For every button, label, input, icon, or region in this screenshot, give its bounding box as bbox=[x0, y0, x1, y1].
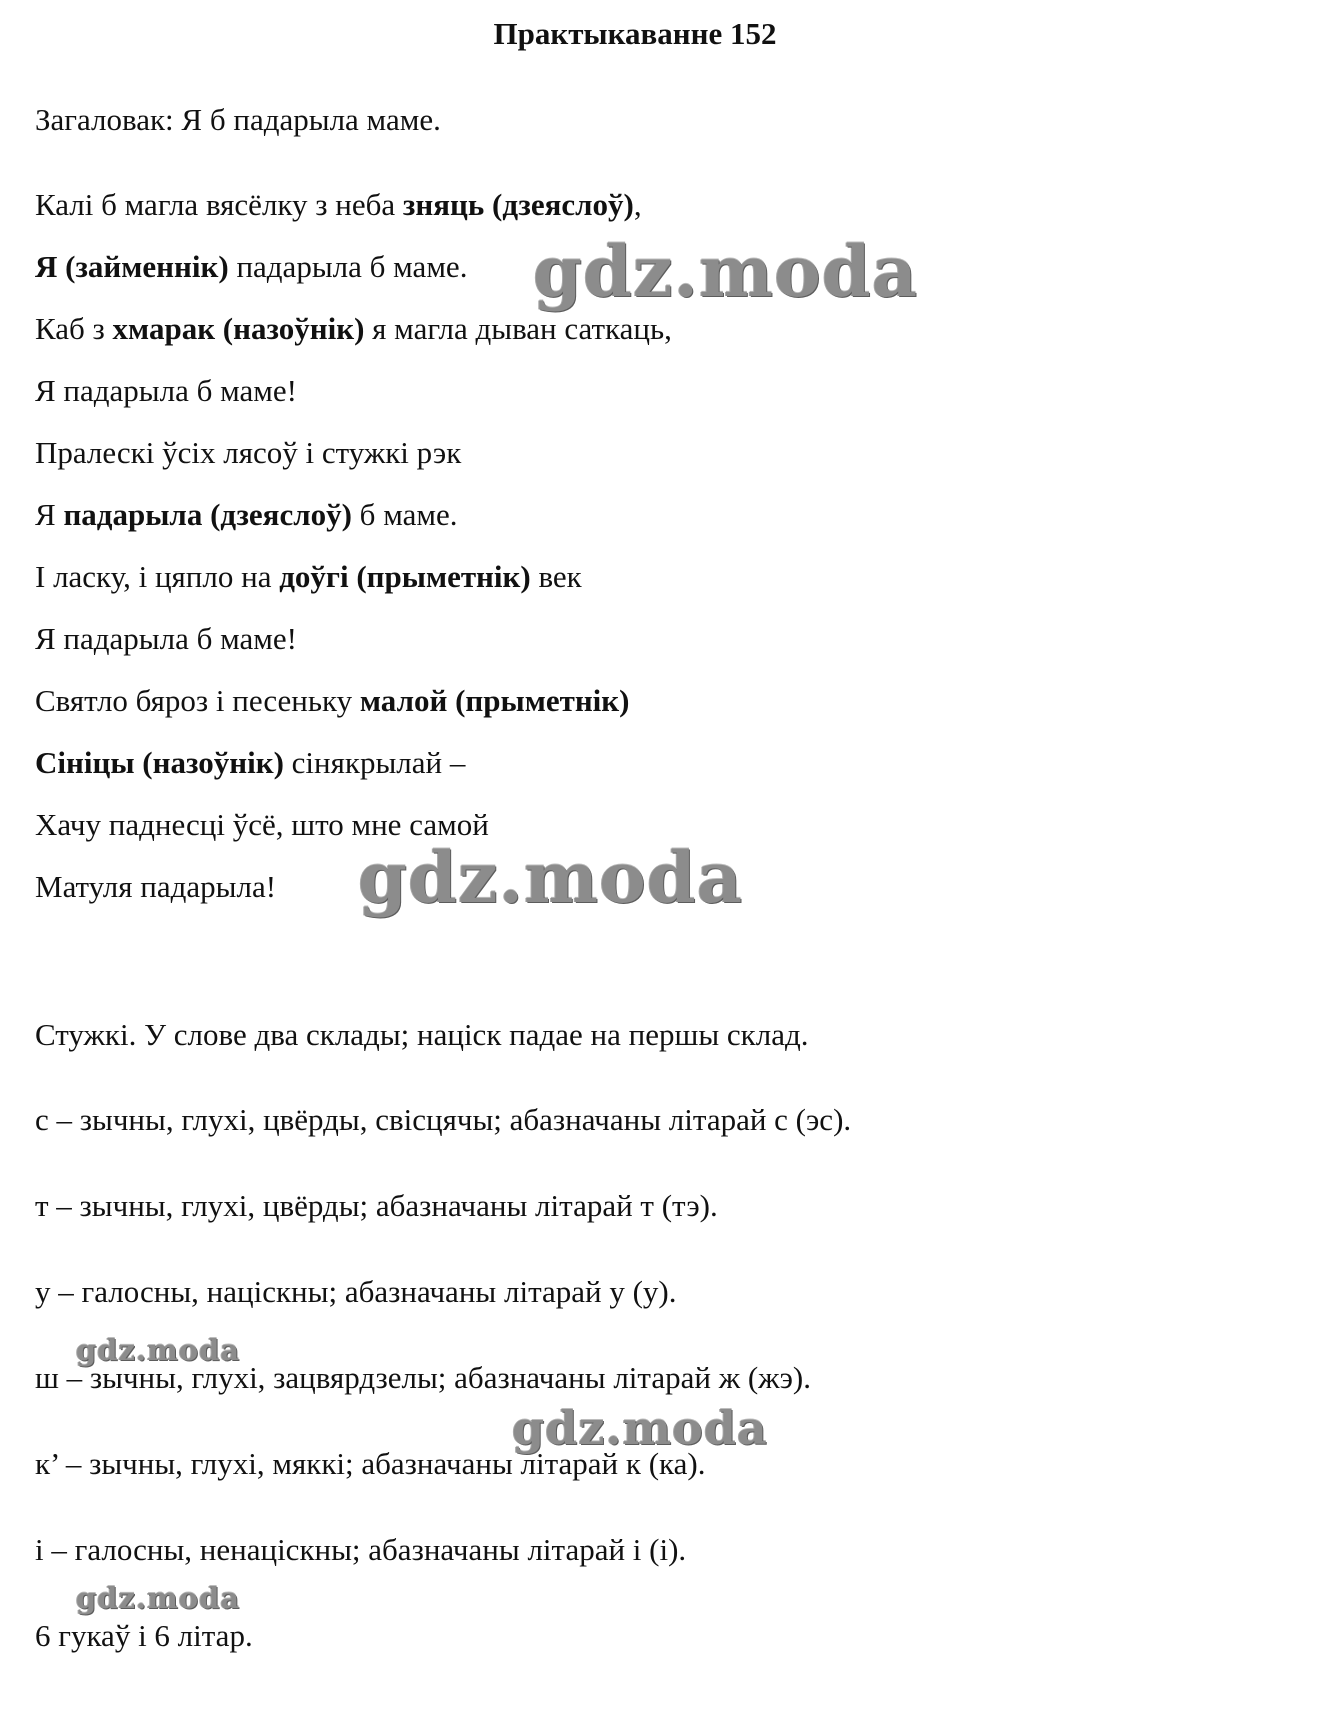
analysis-line: і – галосны, ненаціскны; абазначаны літарай і (і). bbox=[35, 1532, 687, 1567]
poem-text: Я падарыла б маме! bbox=[35, 621, 298, 656]
poem-line bbox=[35, 865, 276, 909]
poem-text: падарыла б маме. bbox=[228, 249, 468, 284]
watermark: gdz.moda bbox=[76, 1333, 241, 1367]
poem-line bbox=[35, 803, 489, 847]
poem-text: Святло бяроз і песеньку bbox=[35, 683, 360, 718]
analysis-line: у – галосны, націскны; абазначаны літарай у (у). bbox=[35, 1274, 677, 1309]
poem-text: Пралескі ўсіх лясоў і стужкі рэк bbox=[35, 435, 462, 470]
annotated-word: Я (займеннік) bbox=[35, 249, 229, 284]
annotated-word: малой (прыметнік) bbox=[359, 683, 630, 718]
poem-line bbox=[35, 431, 461, 475]
poem-text: б маме. bbox=[351, 497, 458, 532]
poem-text: Калі б магла вясёлку з неба bbox=[35, 187, 403, 222]
poem-line bbox=[35, 183, 642, 227]
annotated-word: зняць (дзеяслоў) bbox=[402, 187, 634, 222]
poem-text: я магла дыван саткаць, bbox=[364, 311, 672, 346]
analysis-line: ш – зычны, глухі, зацвярдзелы; абазначаны літарай ж (жэ). bbox=[35, 1360, 811, 1395]
poem-line bbox=[35, 555, 582, 599]
poem-text: Я падарыла б маме! bbox=[35, 373, 298, 408]
annotated-word: падарыла (дзеяслоў) bbox=[63, 497, 352, 532]
poem-text: Хачу паднесці ўсё, што мне самой bbox=[35, 807, 489, 842]
poem-line bbox=[35, 741, 465, 785]
analysis-line: 6 гукаў і 6 літар. bbox=[35, 1618, 253, 1653]
poem-line bbox=[35, 493, 458, 537]
analysis-line: Стужкі. У слове два склады; націск падае на першы склад. bbox=[35, 1017, 809, 1052]
annotated-word: Сініцы (назоўнік) bbox=[35, 745, 284, 780]
watermark: gdz.moda bbox=[76, 1581, 241, 1615]
annotated-word: доўгі (прыметнік) bbox=[279, 559, 531, 594]
poem-line bbox=[35, 679, 629, 723]
analysis-line: с – зычны, глухі, цвёрды, свісцячы; абазначаны літарай с (эс). bbox=[35, 1102, 852, 1137]
poem-line bbox=[35, 369, 297, 413]
watermark: gdz.moda bbox=[358, 836, 744, 919]
poem-text: Матуля падарыла! bbox=[35, 869, 277, 904]
poem-line bbox=[35, 245, 467, 289]
watermark: gdz.moda bbox=[512, 1401, 768, 1455]
analysis-line: к’ – зычны, глухі, мяккі; абазначаны літарай к (ка). bbox=[35, 1446, 706, 1481]
poem-text: Я bbox=[35, 497, 64, 532]
poem-line bbox=[35, 307, 672, 351]
poem-text: век bbox=[530, 559, 582, 594]
analysis-line: т – зычны, глухі, цвёрды; абазначаны літарай т (тэ). bbox=[35, 1188, 718, 1223]
poem-text: Каб з bbox=[35, 311, 113, 346]
heading-line: Загаловак: Я б падарыла маме. bbox=[35, 102, 441, 137]
annotated-word: хмарак (назоўнік) bbox=[112, 311, 365, 346]
poem-line bbox=[35, 617, 297, 661]
poem-text: сінякрылай – bbox=[283, 745, 466, 780]
page-title: Практыкаванне 152 bbox=[493, 16, 777, 51]
poem-text: І ласку, і цяпло на bbox=[35, 559, 280, 594]
watermark: gdz.moda bbox=[533, 230, 919, 313]
poem-text: , bbox=[633, 187, 642, 222]
